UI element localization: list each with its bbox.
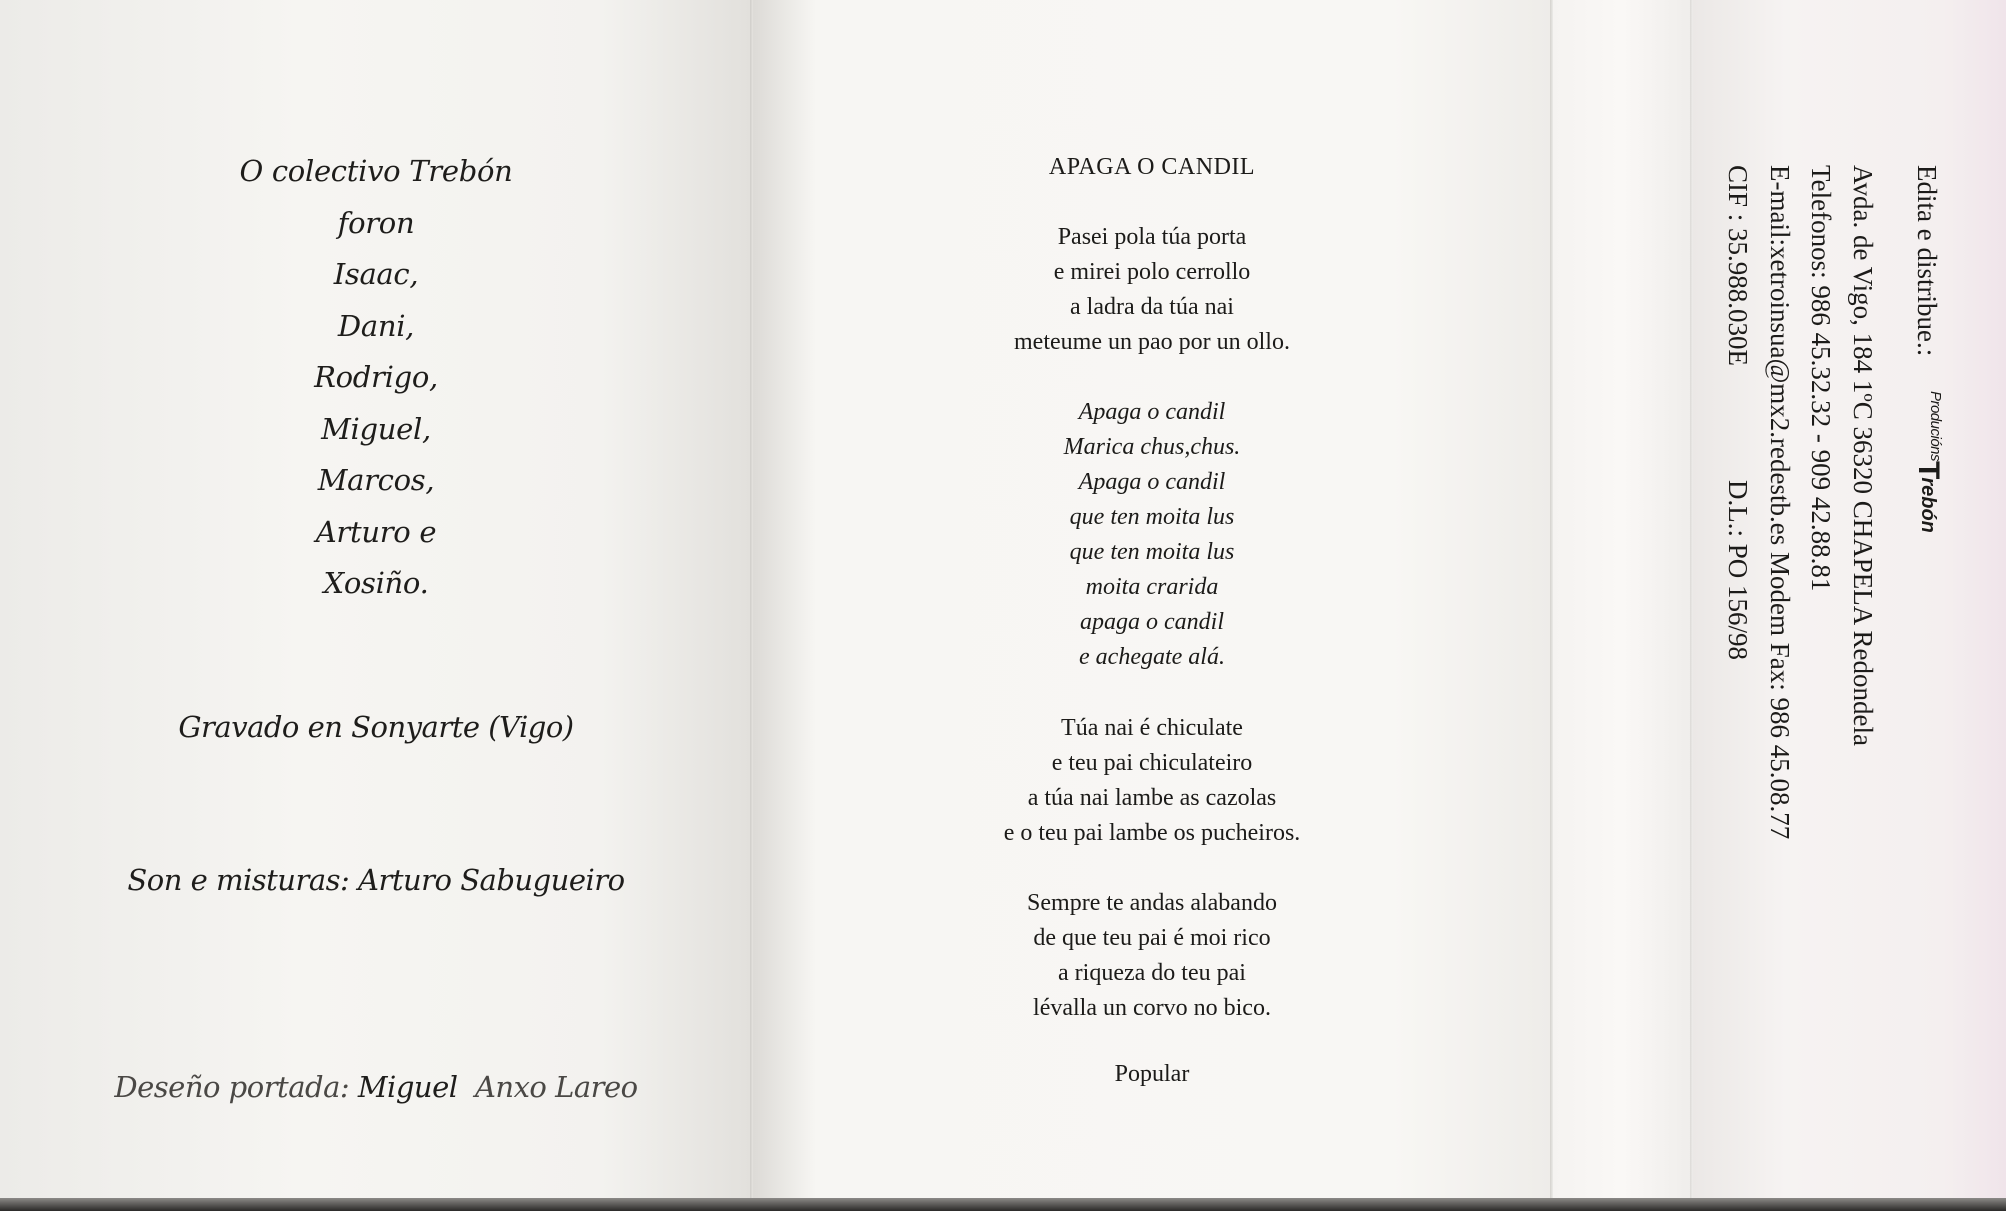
verse-line: e achegate alá. [1079,644,1225,670]
publisher-label-row [1907,165,1945,533]
verse-line: meteume un pao por un ollo. [1014,329,1290,355]
members-line: Xosiño. [323,566,429,600]
stanza-1 [752,220,1552,360]
logo-small-text: Producións [1927,390,1945,461]
members-line: Isaac, [333,257,419,291]
members-line: Miguel, [321,411,431,446]
logo-name: rebón [1917,477,1940,533]
spine-panel [1552,0,1692,1200]
design-credit [0,1070,752,1104]
chorus [752,395,1552,675]
poem-source: Popular [1114,1061,1190,1087]
verse-line: Apaga o candil [1078,399,1226,425]
trebon-logo [1911,391,1946,533]
verse-line: apaga o candil [1080,609,1224,635]
publisher-phones: Telefonos: 986 45.32.32 - 909 42.88.81 [1806,165,1836,592]
verse-line: a riqueza do teu pai [1058,960,1246,986]
verse-line: Túa nai é chiculate [1061,715,1243,741]
design-label: Deseño portada: [114,1070,350,1104]
publisher-address: Avda. de Vigo, 184 1ºC 36320 CHAPELA Redondela [1848,165,1878,746]
recording-credit: Gravado en Sonyarte (Vigo) [178,710,574,744]
mixing-name: Arturo Sabugueiro [358,863,625,897]
design-name-first: Miguel [357,1070,458,1104]
verse-line: de que teu pai é moi rico [1033,925,1271,951]
mixing-credit [0,863,752,897]
stanza-2 [752,711,1552,851]
verse-line: que ten moita lus [1069,539,1235,565]
verse-line: Apaga o candil [1078,469,1226,495]
design-name-rest: Anxo Lareo [474,1070,638,1104]
band-members [0,146,752,610]
mixing-label: Son e misturas: [127,863,350,897]
stanza-3 [752,886,1552,1026]
bottom-edge-shadow [0,1198,2006,1211]
verse-line: a ladra da túa nai [1070,294,1234,320]
verse-line: e mirei polo cerrollo [1053,259,1251,285]
poem-title: APAGA O CANDIL [1048,154,1256,180]
fold-line [1690,0,1693,1200]
legal-deposit: D.L.: PO 156/98 [1723,480,1753,661]
members-line: O colectivo Trebón [239,154,513,188]
verse-line: Pasei pola túa porta [1057,224,1247,250]
verse-line: Sempre te andas alabando [1027,890,1277,916]
verse-line: Marica chus,chus. [1063,434,1241,460]
verse-line: que ten moita lus [1069,504,1235,530]
verse-line: a túa nai lambe as cazolas [1027,785,1277,811]
publisher-email: E-mail:xetroinsua@mx2.redestb.es Modem Fax: 986 45.08.77 [1765,165,1795,840]
cif-number: CIF : 35.988.030E [1723,165,1753,367]
members-line: Marcos, [317,463,435,497]
publisher-label: Edita e distribue.: [1912,165,1942,357]
members-line: foron [337,205,415,240]
members-line: Rodrigo, [314,360,438,394]
publisher-legal [1722,165,1753,660]
verse-line: e teu pai chiculateiro [1051,750,1253,776]
verse-line: e o teu pai lambe os pucheiros. [1003,820,1301,846]
verse-line: moita crarida [1085,574,1219,600]
members-line: Arturo e [315,514,437,549]
logo-initial: T [1911,461,1945,480]
verse-line: lévalla un corvo no bico. [1033,995,1271,1021]
members-line: Dani, [337,308,415,343]
